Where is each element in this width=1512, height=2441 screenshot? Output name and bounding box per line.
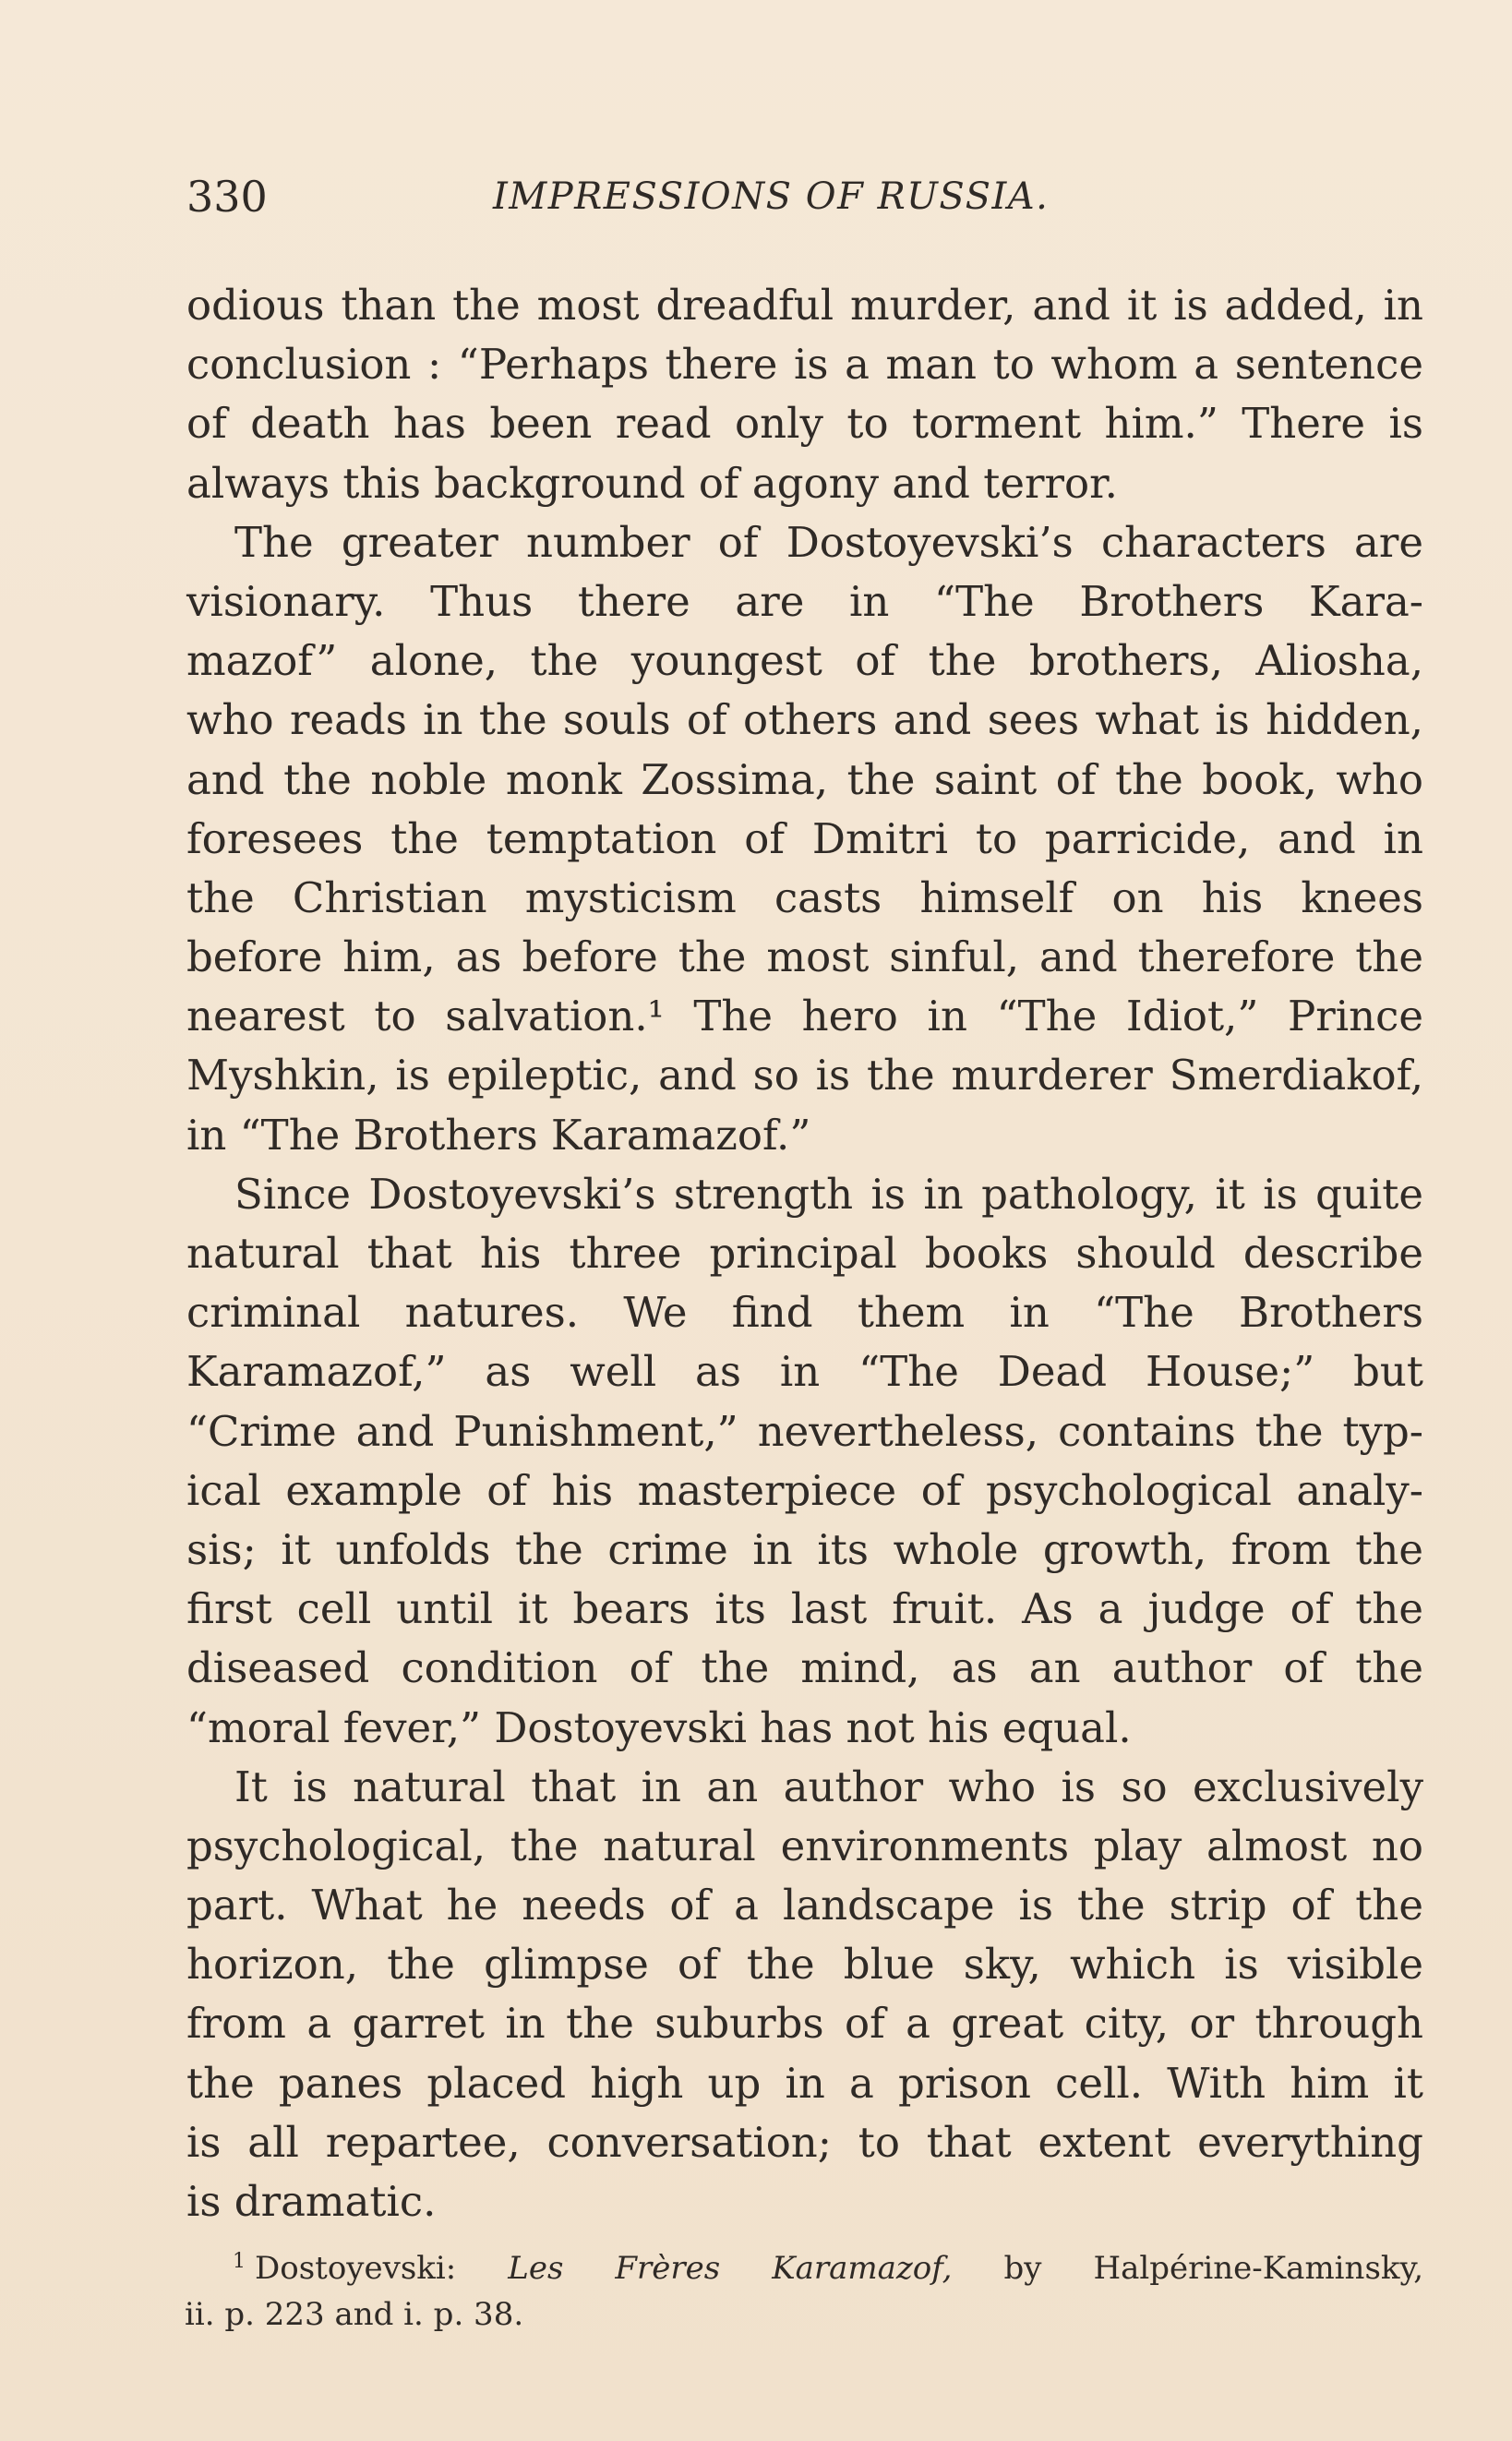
text-line: natural that his three principal books should describe (186, 1229, 1423, 1278)
text-line: Myshkin, is epileptic, and so is the murderer Smerdiakof, (186, 1051, 1423, 1100)
text-line: nearest to salvation.¹ The hero in “The Idiot,” Prince (186, 992, 1423, 1041)
text-line: foresees the temptation of Dmitri to parricide, and in (186, 813, 1423, 863)
text-line: ical example of his masterpiece of psychological analy- (186, 1465, 1423, 1515)
text-line: who reads in the souls of others and sees what is hidden, (186, 695, 1423, 745)
text-line: of death has been read only to torment him.” There is (186, 399, 1423, 449)
page-header (186, 164, 1423, 229)
footnote-author: Dostoyevski: (255, 2250, 457, 2287)
text-line: odious than the most dreadful murder, and it is added, in (186, 281, 1423, 330)
text-line: psychological, the natural environments play almost no (186, 1821, 1423, 1870)
text-line: and the noble monk Zossima, the saint of the book, who (186, 754, 1423, 804)
text-line: the Christian mysticism casts himself on his knees (186, 872, 1423, 922)
body-text (186, 276, 1423, 2231)
footnote-marker: 1 (233, 2249, 246, 2273)
text-line: is all repartee, conversation; to that extent everything (186, 2117, 1423, 2167)
text-line: from a garret in the suburbs of a great city, or through (186, 1999, 1423, 2049)
page-number: 330 (186, 172, 268, 222)
text-line: sis; it unfolds the crime in its whole growth, from the (186, 1524, 1423, 1574)
text-line: mazof” alone, the youngest of the brothers, Aliosha, (186, 636, 1423, 686)
text-line: Since Dostoyevski’s strength is in pathology, it is quite (234, 1169, 1423, 1219)
footnote-translator: by Halpérine-Kaminsky, (1003, 2250, 1424, 2287)
footnote (185, 2245, 1423, 2338)
footnote-line: ii. p. 223 and i. p. 38. (185, 2296, 524, 2333)
text-line: in “The Brothers Karamazof.” (186, 1110, 811, 1160)
text-line: before him, as before the most sinful, and therefore the (186, 932, 1423, 982)
text-line: criminal natures. We find them in “The Brothers (186, 1288, 1423, 1338)
text-line: diseased condition of the mind, as an author of the (186, 1643, 1423, 1693)
text-line: always this background of agony and terror. (186, 458, 1118, 508)
text-line: the panes placed high up in a prison cell. With him it (186, 2058, 1423, 2108)
text-line: “Crime and Punishment,” nevertheless, contains the typ- (186, 1406, 1423, 1456)
text-line: It is natural that in an author who is so exclusively (234, 1762, 1423, 1811)
text-line: first cell until it bears its last fruit. As a judge of the (186, 1584, 1423, 1634)
text-line: The greater number of Dostoyevski’s characters are (234, 517, 1423, 567)
text-line: is dramatic. (186, 2177, 437, 2226)
text-line: “moral fever,” Dostoyevski has not his equal. (186, 1702, 1132, 1752)
footnote-book-title: Les Frères Karamazof, (508, 2250, 953, 2287)
text-line: visionary. Thus there are in “The Brothers Kara- (186, 576, 1423, 626)
text-line: part. What he needs of a landscape is the strip of the (186, 1881, 1423, 1930)
text-line: horizon, the glimpse of the blue sky, which is visible (186, 1940, 1423, 1990)
text-line: conclusion : “Perhaps there is a man to whom a sentence (186, 340, 1423, 390)
footnote-line (185, 2245, 1423, 2291)
text-line: Karamazof,” as well as in “The Dead House;” but (186, 1347, 1423, 1397)
running-title: IMPRESSIONS OF RUSSIA. (493, 175, 1050, 218)
